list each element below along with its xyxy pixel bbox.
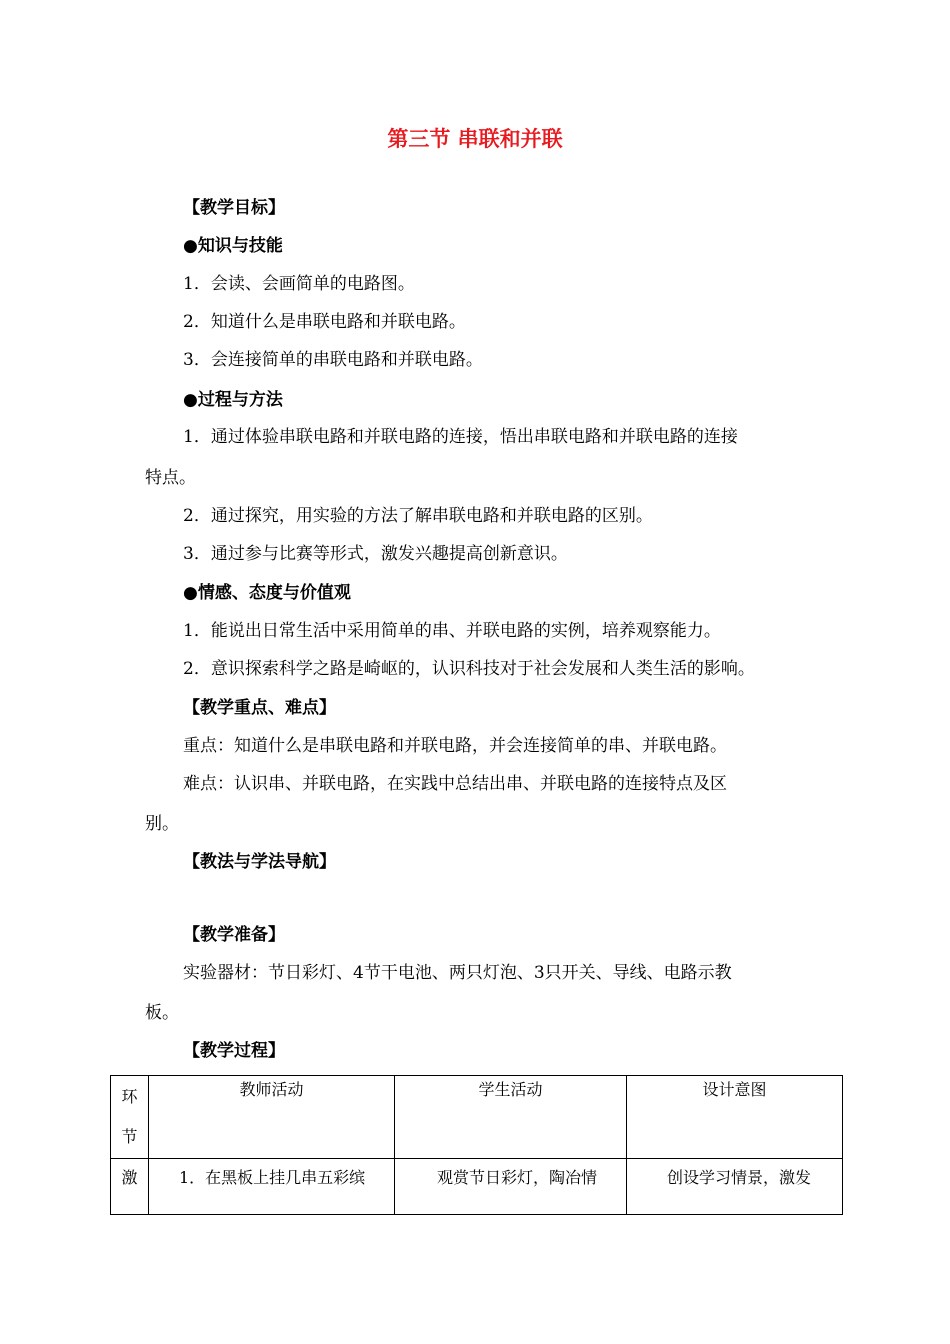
teacher-activity-cell: 1．在黑板上挂几串五彩缤 (149, 1159, 395, 1215)
emotion-item: 2．意识探索科学之路是崎岖的，认识科技对于社会发展和人类生活的影响。 (183, 659, 755, 679)
difficulty-text: 难点：认识串、并联电路，在实践中总结出串、并联电路的连接特点及区 (183, 774, 727, 794)
knowledge-item: 1．会读、会画简单的电路图。 (183, 274, 415, 294)
objectives-heading: 【教学目标】 (183, 198, 285, 218)
stage-header-line: 节 (121, 1127, 138, 1146)
process-item: 3．通过参与比赛等形式，激发兴趣提高创新意识。 (183, 544, 568, 564)
stage-header (111, 1076, 149, 1159)
table-row (111, 1159, 843, 1215)
difficulty-text-continuation: 别。 (145, 814, 179, 834)
process-method-heading: ●过程与方法 (183, 390, 283, 410)
design-intent-header: 设计意图 (627, 1076, 843, 1159)
preparation-text-continuation: 板。 (145, 1003, 179, 1023)
emotion-item: 1．能说出日常生活中采用简单的串、并联电路的实例，培养观察能力。 (183, 621, 721, 641)
knowledge-item: 3．会连接简单的串联电路和并联电路。 (183, 350, 483, 370)
stage-cell: 激 (111, 1159, 149, 1215)
preparation-heading: 【教学准备】 (183, 925, 285, 945)
page-title: 第三节 串联和并联 (387, 127, 563, 151)
teaching-process-table (110, 1075, 843, 1215)
keypoints-heading: 【教学重点、难点】 (183, 698, 336, 718)
student-activity-cell: 观赏节日彩灯，陶冶情 (395, 1159, 627, 1215)
table-header-row (111, 1076, 843, 1159)
teacher-activity-header: 教师活动 (149, 1076, 395, 1159)
emotion-values-heading: ●情感、态度与价值观 (183, 583, 351, 603)
design-intent-cell: 创设学习情景，激发 (627, 1159, 843, 1215)
process-item-continuation: 特点。 (145, 468, 196, 488)
focus-text: 重点：知道什么是串联电路和并联电路，并会连接简单的串、并联电路。 (183, 736, 727, 756)
student-activity-header: 学生活动 (395, 1076, 627, 1159)
knowledge-item: 2．知道什么是串联电路和并联电路。 (183, 312, 466, 332)
knowledge-skills-heading: ●知识与技能 (183, 236, 283, 256)
stage-header-line: 环 (121, 1087, 138, 1106)
process-item: 2．通过探究，用实验的方法了解串联电路和并联电路的区别。 (183, 506, 653, 526)
preparation-text: 实验器材：节日彩灯、4节干电池、两只灯泡、3只开关、导线、电路示教 (183, 963, 732, 983)
methods-heading: 【教法与学法导航】 (183, 852, 336, 872)
process-heading: 【教学过程】 (183, 1041, 285, 1061)
process-item: 1．通过体验串联电路和并联电路的连接，悟出串联电路和并联电路的连接 (183, 427, 738, 447)
